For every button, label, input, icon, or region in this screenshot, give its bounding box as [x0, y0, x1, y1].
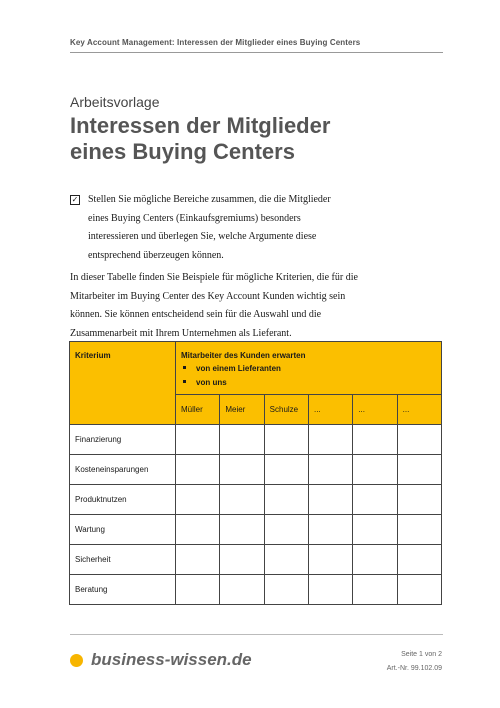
empty-cell[interactable] — [176, 545, 220, 575]
checkbox-icon: ✓ — [71, 195, 79, 204]
instruction-text: Stellen Sie mögliche Bereiche zusammen, die die Mitglieder eines Buying Centers (Einkaufsgremiums) besonders interessieren und überlegen Sie, welche Argumente diese entsprechend überzeugen können. — [88, 194, 331, 261]
article-number: Art.-Nr. 99.102.09 — [386, 665, 442, 672]
intro-paragraph: In dieser Tabelle finden Sie Beispiele für mögliche Kriterien, die für die Mitarbeiter im Buying Center des Key Account Kunden wichtig sein können. Sie können entscheidend sein für die Auswahl und die Zusammenarbeit mit Ihrem Unternehmen als Lieferant. — [70, 272, 358, 339]
instruction-block — [70, 191, 350, 265]
empty-cell[interactable] — [308, 455, 352, 485]
expectation-header-text: Mitarbeiter des Kunden erwarten — [181, 351, 306, 360]
empty-cell[interactable] — [353, 575, 397, 605]
empty-cell[interactable] — [264, 425, 308, 455]
footer-rule — [70, 634, 443, 635]
criterium-header: Kriterium — [70, 342, 176, 425]
person-header-cell: ... — [308, 395, 352, 425]
bullet-icon — [183, 380, 186, 383]
empty-cell[interactable] — [176, 455, 220, 485]
empty-cell[interactable] — [353, 455, 397, 485]
page-number: Seite 1 von 2 — [401, 651, 442, 658]
empty-cell[interactable] — [220, 515, 264, 545]
expectation-bullet: von einem Lieferanten — [181, 362, 436, 376]
table-row — [70, 485, 442, 515]
empty-cell[interactable] — [353, 425, 397, 455]
criterium-label: Beratung — [70, 575, 176, 605]
empty-cell[interactable] — [220, 545, 264, 575]
empty-cell[interactable] — [176, 485, 220, 515]
empty-cell[interactable] — [353, 545, 397, 575]
criterium-label: Kosteneinsparungen — [70, 455, 176, 485]
empty-cell[interactable] — [308, 425, 352, 455]
title-line-1: Interessen der Mitglieder — [70, 113, 331, 138]
document-title — [70, 113, 450, 165]
empty-cell[interactable] — [220, 575, 264, 605]
table-row — [70, 455, 442, 485]
empty-cell[interactable] — [220, 485, 264, 515]
empty-cell[interactable] — [353, 485, 397, 515]
empty-cell[interactable] — [176, 575, 220, 605]
person-header-cell: Schulze — [264, 395, 308, 425]
empty-cell[interactable] — [264, 575, 308, 605]
expectation-header — [176, 342, 442, 395]
criterium-label: Sicherheit — [70, 545, 176, 575]
empty-cell[interactable] — [264, 515, 308, 545]
empty-cell[interactable] — [220, 425, 264, 455]
person-header-cell: Meier — [220, 395, 264, 425]
empty-cell[interactable] — [176, 515, 220, 545]
empty-cell[interactable] — [176, 425, 220, 455]
empty-cell[interactable] — [308, 515, 352, 545]
logo-dot-icon — [70, 654, 83, 667]
title-line-2: eines Buying Centers — [70, 139, 295, 164]
empty-cell[interactable] — [264, 485, 308, 515]
criterium-label: Wartung — [70, 515, 176, 545]
person-header-cell: Müller — [176, 395, 220, 425]
person-header-cell: ... — [397, 395, 441, 425]
empty-cell[interactable] — [397, 575, 441, 605]
empty-cell[interactable] — [397, 425, 441, 455]
expectation-bullet: von uns — [181, 376, 436, 390]
criteria-table — [69, 341, 442, 605]
page-info — [387, 648, 442, 676]
table-row — [70, 515, 442, 545]
empty-cell[interactable] — [397, 485, 441, 515]
table-row — [70, 545, 442, 575]
empty-cell[interactable] — [308, 545, 352, 575]
table-row — [70, 425, 442, 455]
empty-cell[interactable] — [397, 545, 441, 575]
criterium-label: Finanzierung — [70, 425, 176, 455]
running-header: Key Account Management: Interessen der Mitglieder eines Buying Centers — [70, 38, 361, 47]
empty-cell[interactable] — [220, 455, 264, 485]
header-rule — [70, 52, 443, 53]
empty-cell[interactable] — [308, 485, 352, 515]
empty-cell[interactable] — [308, 575, 352, 605]
empty-cell[interactable] — [353, 515, 397, 545]
table-header-row — [70, 342, 442, 395]
logo-text: business-wissen.de — [91, 650, 252, 669]
empty-cell[interactable] — [264, 545, 308, 575]
document-kicker: Arbeitsvorlage — [70, 94, 160, 110]
empty-cell[interactable] — [397, 455, 441, 485]
bullet-icon — [183, 366, 186, 369]
empty-cell[interactable] — [397, 515, 441, 545]
criterium-label: Produktnutzen — [70, 485, 176, 515]
person-header-cell: ... — [353, 395, 397, 425]
table-row — [70, 575, 442, 605]
empty-cell[interactable] — [264, 455, 308, 485]
